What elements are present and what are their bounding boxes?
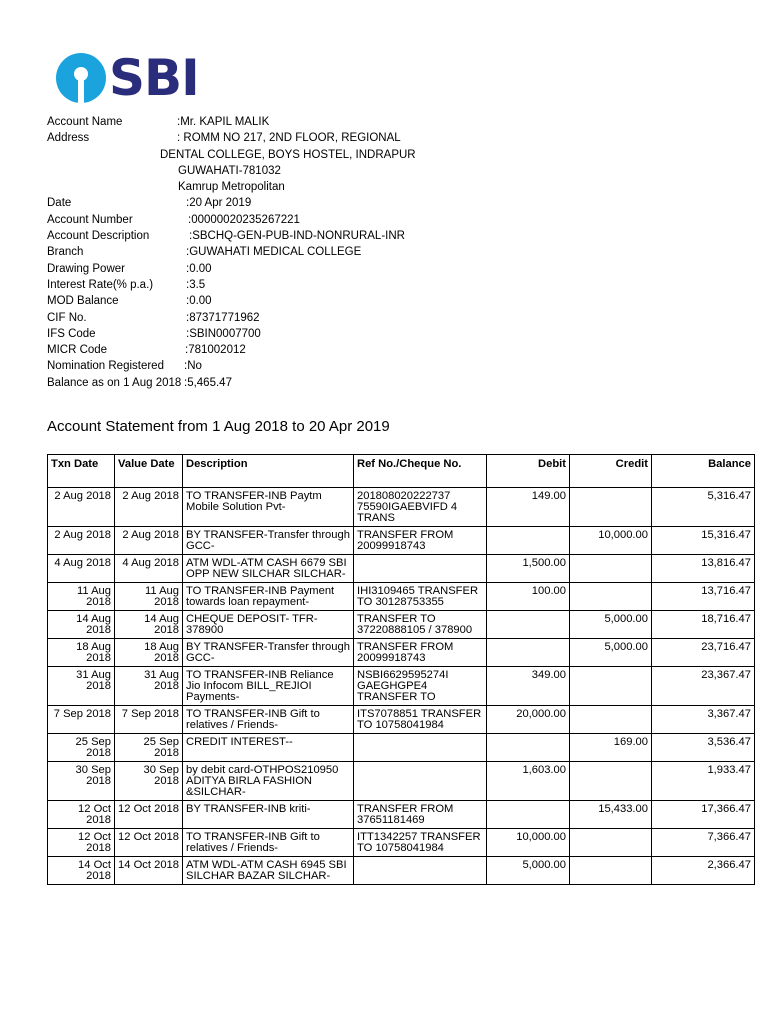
balance-cell: 15,316.47 <box>652 527 755 555</box>
ref-no-cell <box>354 857 487 885</box>
txn-date-cell: 11 Aug 2018 <box>48 583 115 611</box>
balance-cell: 3,367.47 <box>652 706 755 734</box>
account-info-value: :SBCHQ-GEN-PUB-IND-NONRURAL-INR <box>189 230 405 243</box>
account-info-label: Balance as on 1 Aug 2018 <box>47 376 182 389</box>
debit-cell <box>487 801 570 829</box>
description-cell: BY TRANSFER-Transfer through GCC- <box>183 527 354 555</box>
txn-date-cell: 12 Oct 2018 <box>48 801 115 829</box>
header-credit: Credit <box>570 455 652 488</box>
account-info-value: :0.00 <box>186 262 212 275</box>
header-ref-no: Ref No./Cheque No. <box>354 455 487 488</box>
balance-cell: 13,716.47 <box>652 583 755 611</box>
value-date-cell: 12 Oct 2018 <box>115 829 183 857</box>
value-date-cell: 12 Oct 2018 <box>115 801 183 829</box>
ref-no-cell: IHI3109465 TRANSFER TO 30128753355 <box>354 583 487 611</box>
ref-no-cell <box>354 762 487 801</box>
balance-cell: 23,716.47 <box>652 639 755 667</box>
table-row <box>48 667 755 706</box>
description-cell: by debit card-OTHPOS210950 ADITYA BIRLA FASHION &SILCHAR- <box>183 762 354 801</box>
debit-cell <box>487 527 570 555</box>
debit-cell <box>487 611 570 639</box>
ref-no-cell: ITT1342257 TRANSFER TO 10758041984 <box>354 829 487 857</box>
debit-cell: 349.00 <box>487 667 570 706</box>
description-cell: BY TRANSFER-Transfer through GCC- <box>183 639 354 667</box>
table-row <box>48 611 755 639</box>
table-row <box>48 583 755 611</box>
table-row <box>48 734 755 762</box>
credit-cell <box>570 706 652 734</box>
value-date-cell: 14 Aug 2018 <box>115 611 183 639</box>
value-date-cell: 18 Aug 2018 <box>115 639 183 667</box>
account-info-value: : ROMM NO 217, 2ND FLOOR, REGIONAL <box>177 132 401 145</box>
debit-cell <box>487 734 570 762</box>
logo-text: SBI <box>109 49 199 107</box>
statement-title: Account Statement from 1 Aug 2018 to 20 Apr 2019 <box>47 418 390 435</box>
credit-cell <box>570 829 652 857</box>
account-info-value: :SBIN0007700 <box>186 327 261 340</box>
credit-cell <box>570 583 652 611</box>
credit-cell <box>570 555 652 583</box>
ref-no-cell: NSBI6629595274I GAEGHGPE4 TRANSFER TO <box>354 667 487 706</box>
value-date-cell: 30 Sep 2018 <box>115 762 183 801</box>
table-row <box>48 639 755 667</box>
ref-no-cell: TRANSFER FROM 37651181469 <box>354 801 487 829</box>
account-info-value: :20 Apr 2019 <box>186 197 252 210</box>
header-debit: Debit <box>487 455 570 488</box>
txn-date-cell: 2 Aug 2018 <box>48 527 115 555</box>
debit-cell: 100.00 <box>487 583 570 611</box>
value-date-cell: 2 Aug 2018 <box>115 488 183 527</box>
balance-cell: 2,366.47 <box>652 857 755 885</box>
ref-no-cell <box>354 555 487 583</box>
ref-no-cell: TRANSFER FROM 20099918743 <box>354 639 487 667</box>
account-info-label: Interest Rate(% p.a.) <box>47 278 154 291</box>
table-row <box>48 857 755 885</box>
description-cell: TO TRANSFER-INB Payment towards loan repayment- <box>183 583 354 611</box>
account-info-label: Account Description <box>47 230 150 243</box>
credit-cell <box>570 762 652 801</box>
account-info-value: :781002012 <box>185 344 246 357</box>
credit-cell <box>570 488 652 527</box>
account-info-value: :0.00 <box>186 295 212 308</box>
description-cell: CREDIT INTEREST-- <box>183 734 354 762</box>
table-row <box>48 555 755 583</box>
account-info-value: GUWAHATI-781032 <box>178 164 281 177</box>
credit-cell: 10,000.00 <box>570 527 652 555</box>
ref-no-cell <box>354 734 487 762</box>
txn-date-cell: 25 Sep 2018 <box>48 734 115 762</box>
description-cell: TO TRANSFER-INB Reliance Jio Infocom BILL_REJIOI Payments- <box>183 667 354 706</box>
description-cell: CHEQUE DEPOSIT- TFR-378900 <box>183 611 354 639</box>
header-value-date: Value Date <box>115 455 183 488</box>
account-info-label: Branch <box>47 246 84 259</box>
ref-no-cell: TRANSFER TO 37220888105 / 378900 <box>354 611 487 639</box>
account-info-label: Account Number <box>47 213 133 226</box>
account-info-value: DENTAL COLLEGE, BOYS HOSTEL, INDRAPUR <box>160 148 416 161</box>
ref-no-cell: 201808020222737 75590IGAEBVIFD 4 TRANS <box>354 488 487 527</box>
header-balance: Balance <box>652 455 755 488</box>
debit-cell: 10,000.00 <box>487 829 570 857</box>
table-row <box>48 829 755 857</box>
transactions-table <box>47 454 755 885</box>
account-info-label: IFS Code <box>47 327 96 340</box>
table-row <box>48 527 755 555</box>
debit-cell <box>487 639 570 667</box>
account-info-label: Address <box>47 132 90 145</box>
header-description: Description <box>183 455 354 488</box>
account-info-value: :5,465.47 <box>184 376 232 389</box>
credit-cell <box>570 667 652 706</box>
txn-date-cell: 7 Sep 2018 <box>48 706 115 734</box>
txn-date-cell: 2 Aug 2018 <box>48 488 115 527</box>
credit-cell: 5,000.00 <box>570 611 652 639</box>
ref-no-cell: TRANSFER FROM 20099918743 <box>354 527 487 555</box>
txn-date-cell: 14 Aug 2018 <box>48 611 115 639</box>
sbi-logo <box>55 49 199 107</box>
balance-cell: 17,366.47 <box>652 801 755 829</box>
value-date-cell: 14 Oct 2018 <box>115 857 183 885</box>
value-date-cell: 2 Aug 2018 <box>115 527 183 555</box>
description-cell: TO TRANSFER-INB Gift to relatives / Friends- <box>183 829 354 857</box>
description-cell: TO TRANSFER-INB Gift to relatives / Friends- <box>183 706 354 734</box>
account-info-value: :00000020235267221 <box>188 213 300 226</box>
header-txn-date: Txn Date <box>48 455 115 488</box>
balance-cell: 3,536.47 <box>652 734 755 762</box>
balance-cell: 1,933.47 <box>652 762 755 801</box>
value-date-cell: 25 Sep 2018 <box>115 734 183 762</box>
debit-cell: 149.00 <box>487 488 570 527</box>
value-date-cell: 4 Aug 2018 <box>115 555 183 583</box>
account-info-value: :No <box>184 360 202 373</box>
txn-date-cell: 4 Aug 2018 <box>48 555 115 583</box>
account-info-label: MICR Code <box>47 344 108 357</box>
account-info-value: :Mr. KAPIL MALIK <box>177 116 270 128</box>
account-info-value: :3.5 <box>186 278 206 291</box>
txn-date-cell: 14 Oct 2018 <box>48 857 115 885</box>
account-info-label: CIF No. <box>47 311 87 324</box>
description-cell: ATM WDL-ATM CASH 6679 SBI OPP NEW SILCHAR SILCHAR- <box>183 555 354 583</box>
balance-cell: 18,716.47 <box>652 611 755 639</box>
account-info-label: Drawing Power <box>47 262 125 275</box>
description-cell: ATM WDL-ATM CASH 6945 SBI SILCHAR BAZAR SILCHAR- <box>183 857 354 885</box>
credit-cell: 169.00 <box>570 734 652 762</box>
balance-cell: 13,816.47 <box>652 555 755 583</box>
debit-cell: 1,500.00 <box>487 555 570 583</box>
sbi-keyhole-icon <box>55 52 107 104</box>
account-info-label: MOD Balance <box>47 295 119 308</box>
account-info-label: Date <box>47 197 72 210</box>
value-date-cell: 7 Sep 2018 <box>115 706 183 734</box>
credit-cell: 5,000.00 <box>570 639 652 667</box>
account-info-value: :GUWAHATI MEDICAL COLLEGE <box>186 246 362 259</box>
account-info-value: Kamrup Metropolitan <box>178 181 285 194</box>
table-row <box>48 801 755 829</box>
txn-date-cell: 18 Aug 2018 <box>48 639 115 667</box>
table-row <box>48 488 755 527</box>
description-cell: TO TRANSFER-INB Paytm Mobile Solution Pvt- <box>183 488 354 527</box>
debit-cell: 20,000.00 <box>487 706 570 734</box>
debit-cell: 1,603.00 <box>487 762 570 801</box>
table-row <box>48 762 755 801</box>
account-info-label: Account Name <box>47 116 123 128</box>
txn-date-cell: 12 Oct 2018 <box>48 829 115 857</box>
value-date-cell: 31 Aug 2018 <box>115 667 183 706</box>
balance-cell: 5,316.47 <box>652 488 755 527</box>
txn-date-cell: 31 Aug 2018 <box>48 667 115 706</box>
debit-cell: 5,000.00 <box>487 857 570 885</box>
table-header-row <box>48 455 755 488</box>
credit-cell <box>570 857 652 885</box>
ref-no-cell: ITS7078851 TRANSFER TO 10758041984 <box>354 706 487 734</box>
balance-cell: 7,366.47 <box>652 829 755 857</box>
credit-cell: 15,433.00 <box>570 801 652 829</box>
description-cell: BY TRANSFER-INB kriti- <box>183 801 354 829</box>
account-info-label: Nomination Registered <box>47 360 164 373</box>
table-row <box>48 706 755 734</box>
value-date-cell: 11 Aug 2018 <box>115 583 183 611</box>
balance-cell: 23,367.47 <box>652 667 755 706</box>
txn-date-cell: 30 Sep 2018 <box>48 762 115 801</box>
account-info-value: :87371771962 <box>186 311 260 324</box>
